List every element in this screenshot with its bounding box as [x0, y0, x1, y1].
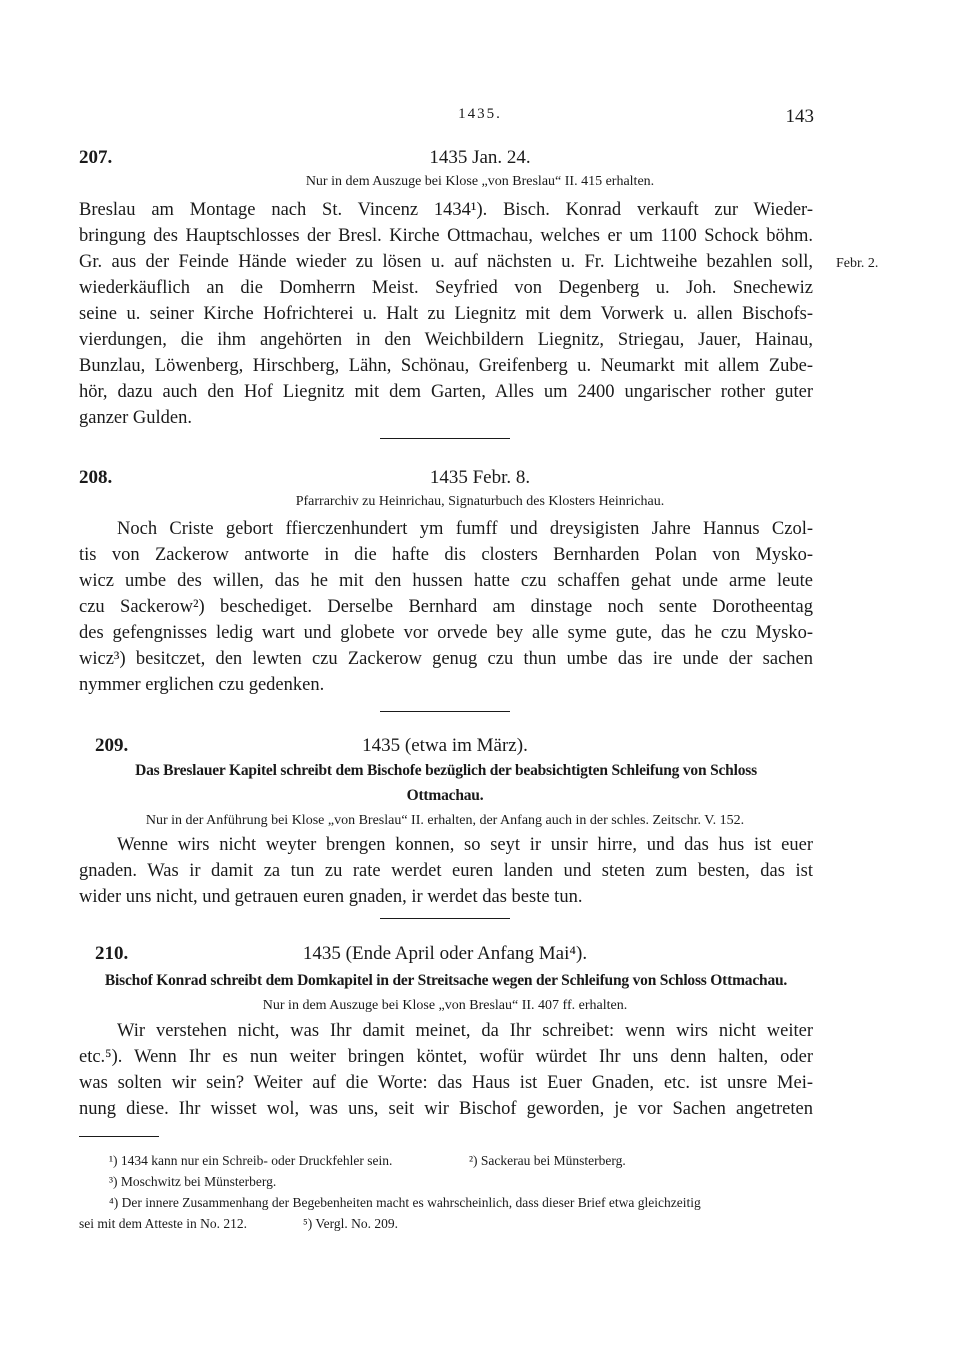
text-line: wicz umbe des willen, das he mit den hussen hatte czu schaffen gehat unde arme leute — [79, 571, 813, 591]
entry-date: 1435 Jan. 24. — [429, 147, 531, 168]
separator-rule — [380, 918, 510, 919]
footnote-4-cont: sei mit dem Atteste in No. 212. — [79, 1216, 247, 1231]
separator-rule — [380, 438, 510, 439]
footnote-2: ²) Sackerau bei Münsterberg. — [469, 1153, 626, 1168]
text-line: etc.⁵). Wenn Ihr es nun weiter bringen köntet, wofür würdet Ihr uns denn halten, oder — [79, 1047, 813, 1067]
entry-date: 1435 (Ende April oder Anfang Mai⁴). — [302, 943, 588, 964]
footnotes — [79, 1150, 813, 1234]
text-line: Breslau am Montage nach St. Vincenz 1434¹). Bisch. Konrad verkauft zur Wieder- — [79, 200, 813, 220]
footnote-line — [79, 1213, 813, 1234]
text-line: Gr. aus der Feinde Hände wieder zu lösen u. auf nächsten u. Fr. Lichtweihe bezahlen soll, — [79, 252, 813, 272]
footnote-5: ⁵) Vergl. No. 209. — [303, 1216, 398, 1231]
text-line: was solten wir sein? Weiter auf die Worte: das Haus ist Euer Gnaden, etc. ist unsre Mei- — [79, 1073, 813, 1093]
footnote-line — [79, 1150, 813, 1171]
entry-date: 1435 (etwa im März). — [362, 735, 528, 756]
entry-text — [79, 1018, 813, 1122]
page-number: 143 — [785, 106, 814, 127]
entry-date: 1435 Febr. 8. — [429, 467, 531, 488]
footnote-1: ¹) 1434 kann nur ein Schreib- oder Druckfehler sein. — [109, 1153, 393, 1168]
margin-note: Febr. 2. — [836, 256, 879, 271]
entry-number: 207. — [79, 147, 113, 168]
entry-source: Nur in der Anführung bei Klose „von Breslau“ II. erhalten, der Anfang auch in der schles. Zeitschr. V. 152. — [145, 813, 745, 828]
entry-title: Ottmachau. — [406, 787, 484, 804]
entry-number: 210. — [95, 943, 129, 964]
footnote-rule — [79, 1136, 159, 1137]
text-line: nymmer erglichen czu gedenken. — [79, 675, 325, 695]
entry-source: Pfarrarchiv zu Heinrichau, Signaturbuch des Klosters Heinrichau. — [295, 494, 665, 509]
text-line: ganzer Gulden. — [79, 408, 193, 428]
running-header-year: 1435. — [458, 106, 502, 122]
text-line: wider uns nicht, und getrauen euren gnaden, ir werdet das beste tun. — [79, 887, 583, 907]
footnote-4: ⁴) Der innere Zusammenhang der Begebenheiten macht es wahrscheinlich, dass dieser Brief etwa gleichzeitig — [109, 1195, 701, 1210]
entry-title: Das Breslauer Kapitel schreibt dem Bischofe bezüglich der beabsichtigten Schleifung von Schloss — [135, 762, 757, 779]
entry-text — [79, 516, 813, 698]
separator-rule — [380, 711, 510, 712]
text-line: nung diese. Ihr wisset wol, was uns, seit wir Bischof geworden, je vor Sachen angetreten — [79, 1099, 813, 1119]
text-line: hör, dazu auch den Hof Liegnitz mit dem Garten, Alles um 2400 ungarischer rother guter — [79, 382, 813, 402]
entry-source: Nur in dem Auszuge bei Klose „von Breslau“ II. 407 ff. erhalten. — [262, 998, 628, 1013]
entry-title: Bischof Konrad schreibt dem Domkapitel in der Streitsache wegen der Schleifung von Schloss Ottmachau. — [104, 972, 788, 989]
text-line: Noch Criste gebort ffierczenhundert ym fumff und dreysigisten Jahre Hannus Czol- — [117, 519, 813, 539]
text-line: Wenne wirs nicht weyter brengen konnen, so seyt ir unsir hirre, und das hus ist euer — [117, 835, 813, 855]
entry-text — [79, 197, 813, 431]
text-line: seine u. seiner Kirche Hofrichterei u. Halt zu Liegnitz mit dem Vorwerk u. allen Bischofs- — [79, 304, 813, 324]
text-line: gnaden. Was ir damit za tun zu rate werdet euren landen und steten zum besten, das ist — [79, 861, 813, 881]
text-line: bringung des Hauptschlosses der Bresl. Kirche Ottmachau, welches er um 1100 Schock böhm. — [79, 226, 813, 246]
text-line: Bunzlau, Löwenberg, Hirschberg, Lähn, Schönau, Greifenberg u. Neumarkt mit allem Zube- — [79, 356, 813, 376]
text-line: des gefengnisses ledig wart und globete vor orvede bey alle syme gute, das he czu Mysko- — [79, 623, 813, 643]
footnote-3: ³) Moschwitz bei Münsterberg. — [109, 1174, 277, 1189]
text-line: Wir verstehen nicht, was Ihr damit meinet, da Ihr schreibet: wenn wirs nicht weiter — [117, 1021, 813, 1041]
text-line: wicz³) besitczet, den lewten czu Zackerow genug czu thun umbe das ire unde der sachen — [79, 649, 813, 669]
text-line: wiederkäuflich an die Domherrn Meist. Seyfried von Degenberg u. Joh. Snechewiz — [79, 278, 813, 298]
entry-source: Nur in dem Auszuge bei Klose „von Breslau“ II. 415 erhalten. — [305, 174, 655, 189]
text-line: tis von Zackerow antworte in die hafte dis closters Bernharden Polan von Mysko- — [79, 545, 813, 565]
text-line: vierdungen, die ihm angehörten in den Weichbildern Liegnitz, Striegau, Jauer, Hainau, — [79, 330, 813, 350]
entry-number: 208. — [79, 467, 113, 488]
text-line: czu Sackerow²) beschediget. Derselbe Bernhard am dinstage noch sente Dorotheentag — [79, 597, 813, 617]
entry-number: 209. — [95, 735, 129, 756]
entry-text — [79, 832, 813, 910]
